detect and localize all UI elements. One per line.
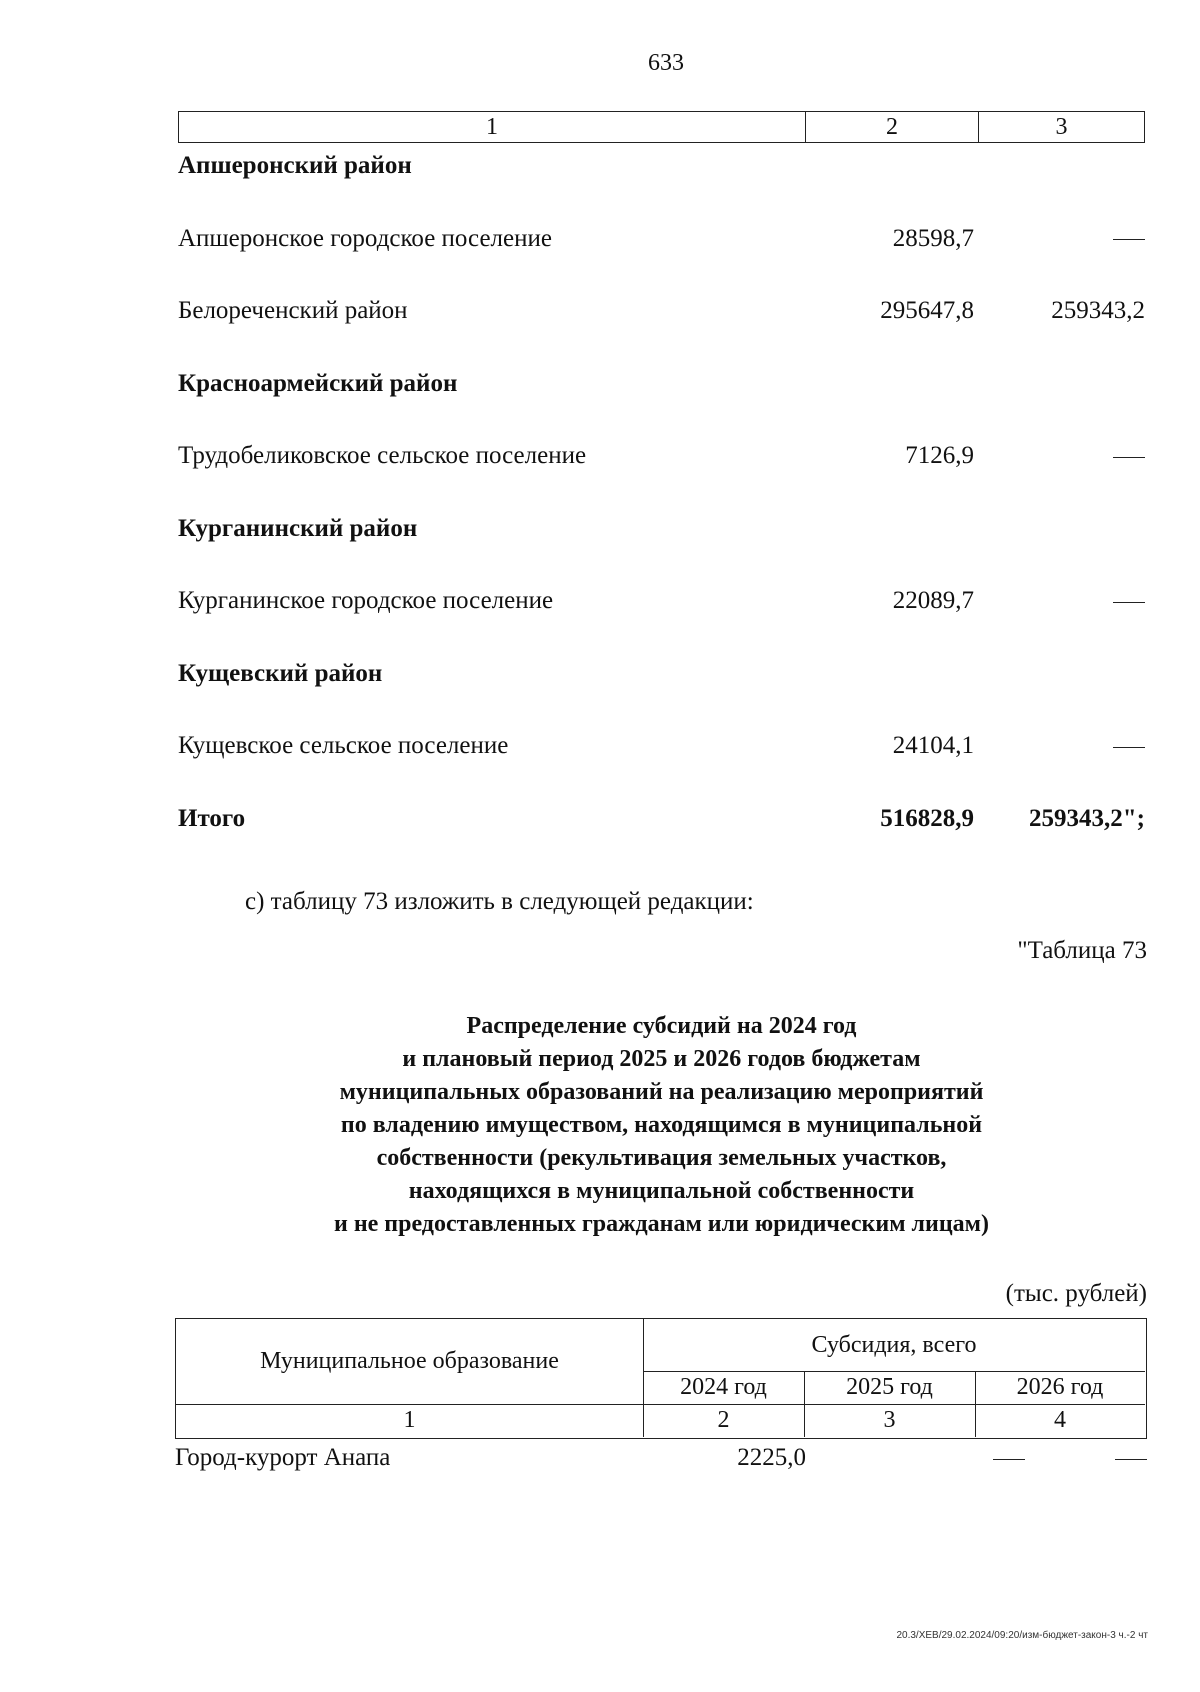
table-label: "Таблица 73 [1017,937,1147,964]
row-value-col3 [1113,225,1145,253]
table-row [178,152,1145,188]
title-line: и плановый период 2025 и 2026 годов бюджетам [402,1046,921,1072]
row-name: Кущевское сельское поселение [178,732,509,759]
row-municipality: Город-курорт Анапа [175,1444,391,1471]
dash-mark [1113,239,1145,240]
row-value-col3 [1113,732,1145,760]
prev-col-number-2: 2 [806,112,979,142]
row-name: Итого [178,804,246,832]
dash-mark [1113,602,1145,603]
header-year-2024: 2024 год [680,1374,767,1400]
page-number: 633 [648,50,684,76]
header-year-2025: 2025 год [846,1374,933,1400]
row-name: Курганинский район [178,514,418,542]
row-value-col2: 516828,9 [880,804,974,832]
dash-mark [1113,747,1145,748]
row-value-col3 [1113,442,1145,470]
row-value-2026 [1115,1444,1147,1472]
col-number-2: 2 [717,1407,730,1433]
header-subsidy-total: Субсидия, всего [811,1331,977,1358]
units-label: (тыс. рублей) [1005,1280,1147,1307]
dash-mark [1113,457,1145,458]
title-line: муниципальных образований на реализацию мероприятий [339,1079,984,1105]
table-row [178,732,1145,768]
amendment-text: с) таблицу 73 изложить в следующей редакции: [245,888,754,915]
header-year-2026: 2026 год [1016,1374,1104,1400]
prev-table-header [178,111,1145,143]
row-name: Апшеронское городское поселение [178,224,552,252]
table-73-header [175,1318,1147,1439]
table-title [178,1010,1145,1241]
table-row [175,1444,1147,1478]
table-row [178,442,1145,478]
row-value-col3 [1113,587,1145,615]
title-line: и не предоставленных гражданам или юридическим лицам) [333,1211,990,1237]
row-value-col3: 259343,2 [1051,297,1145,324]
title-line: находящихся в муниципальной собственности [408,1178,915,1204]
col-number-3: 3 [883,1407,896,1433]
dash-mark [1115,1459,1147,1460]
row-name: Курганинское городское поселение [178,587,554,614]
row-name: Трудобеликовское сельское поселение [178,442,587,469]
row-name: Белореченский район [178,297,408,324]
row-value-2024: 2225,0 [737,1444,806,1471]
title-line: собственности (рекультивация земельных участков, [376,1145,947,1171]
header-municipality: Муниципальное образование [260,1348,559,1374]
prev-col-number-3: 3 [1055,113,1068,140]
row-value-2025 [955,1444,1025,1472]
table-row [178,515,1145,551]
row-value-col2: 28598,7 [892,224,974,252]
row-name: Апшеронский район [178,152,412,179]
table-row [178,660,1145,696]
table-row [178,297,1145,333]
title-line: Распределение субсидий на 2024 год [466,1013,857,1039]
table-row [178,587,1145,623]
row-name: Красноармейский район [178,369,458,397]
table-row [178,225,1145,261]
footer-code: 20.3/ХЕВ/29.02.2024/09:20/изм-бюджет-закон-3 ч.-2 чт [896,1630,1148,1641]
row-value-col2: 7126,9 [905,442,974,469]
col-number-4: 4 [1054,1407,1066,1433]
row-name: Кущевский район [178,659,383,687]
row-value-col2: 295647,8 [880,297,974,324]
row-value-col2: 24104,1 [892,732,974,759]
row-value-col3: 259343,2"; [1029,804,1145,832]
prev-col-number-1: 1 [179,112,806,142]
col-number-1: 1 [403,1407,416,1433]
table-row [178,805,1145,841]
table-row [178,370,1145,406]
dash-mark [993,1459,1025,1460]
row-value-col2: 22089,7 [892,587,974,614]
title-line: по владению имуществом, находящимся в муниципальной [340,1112,983,1138]
